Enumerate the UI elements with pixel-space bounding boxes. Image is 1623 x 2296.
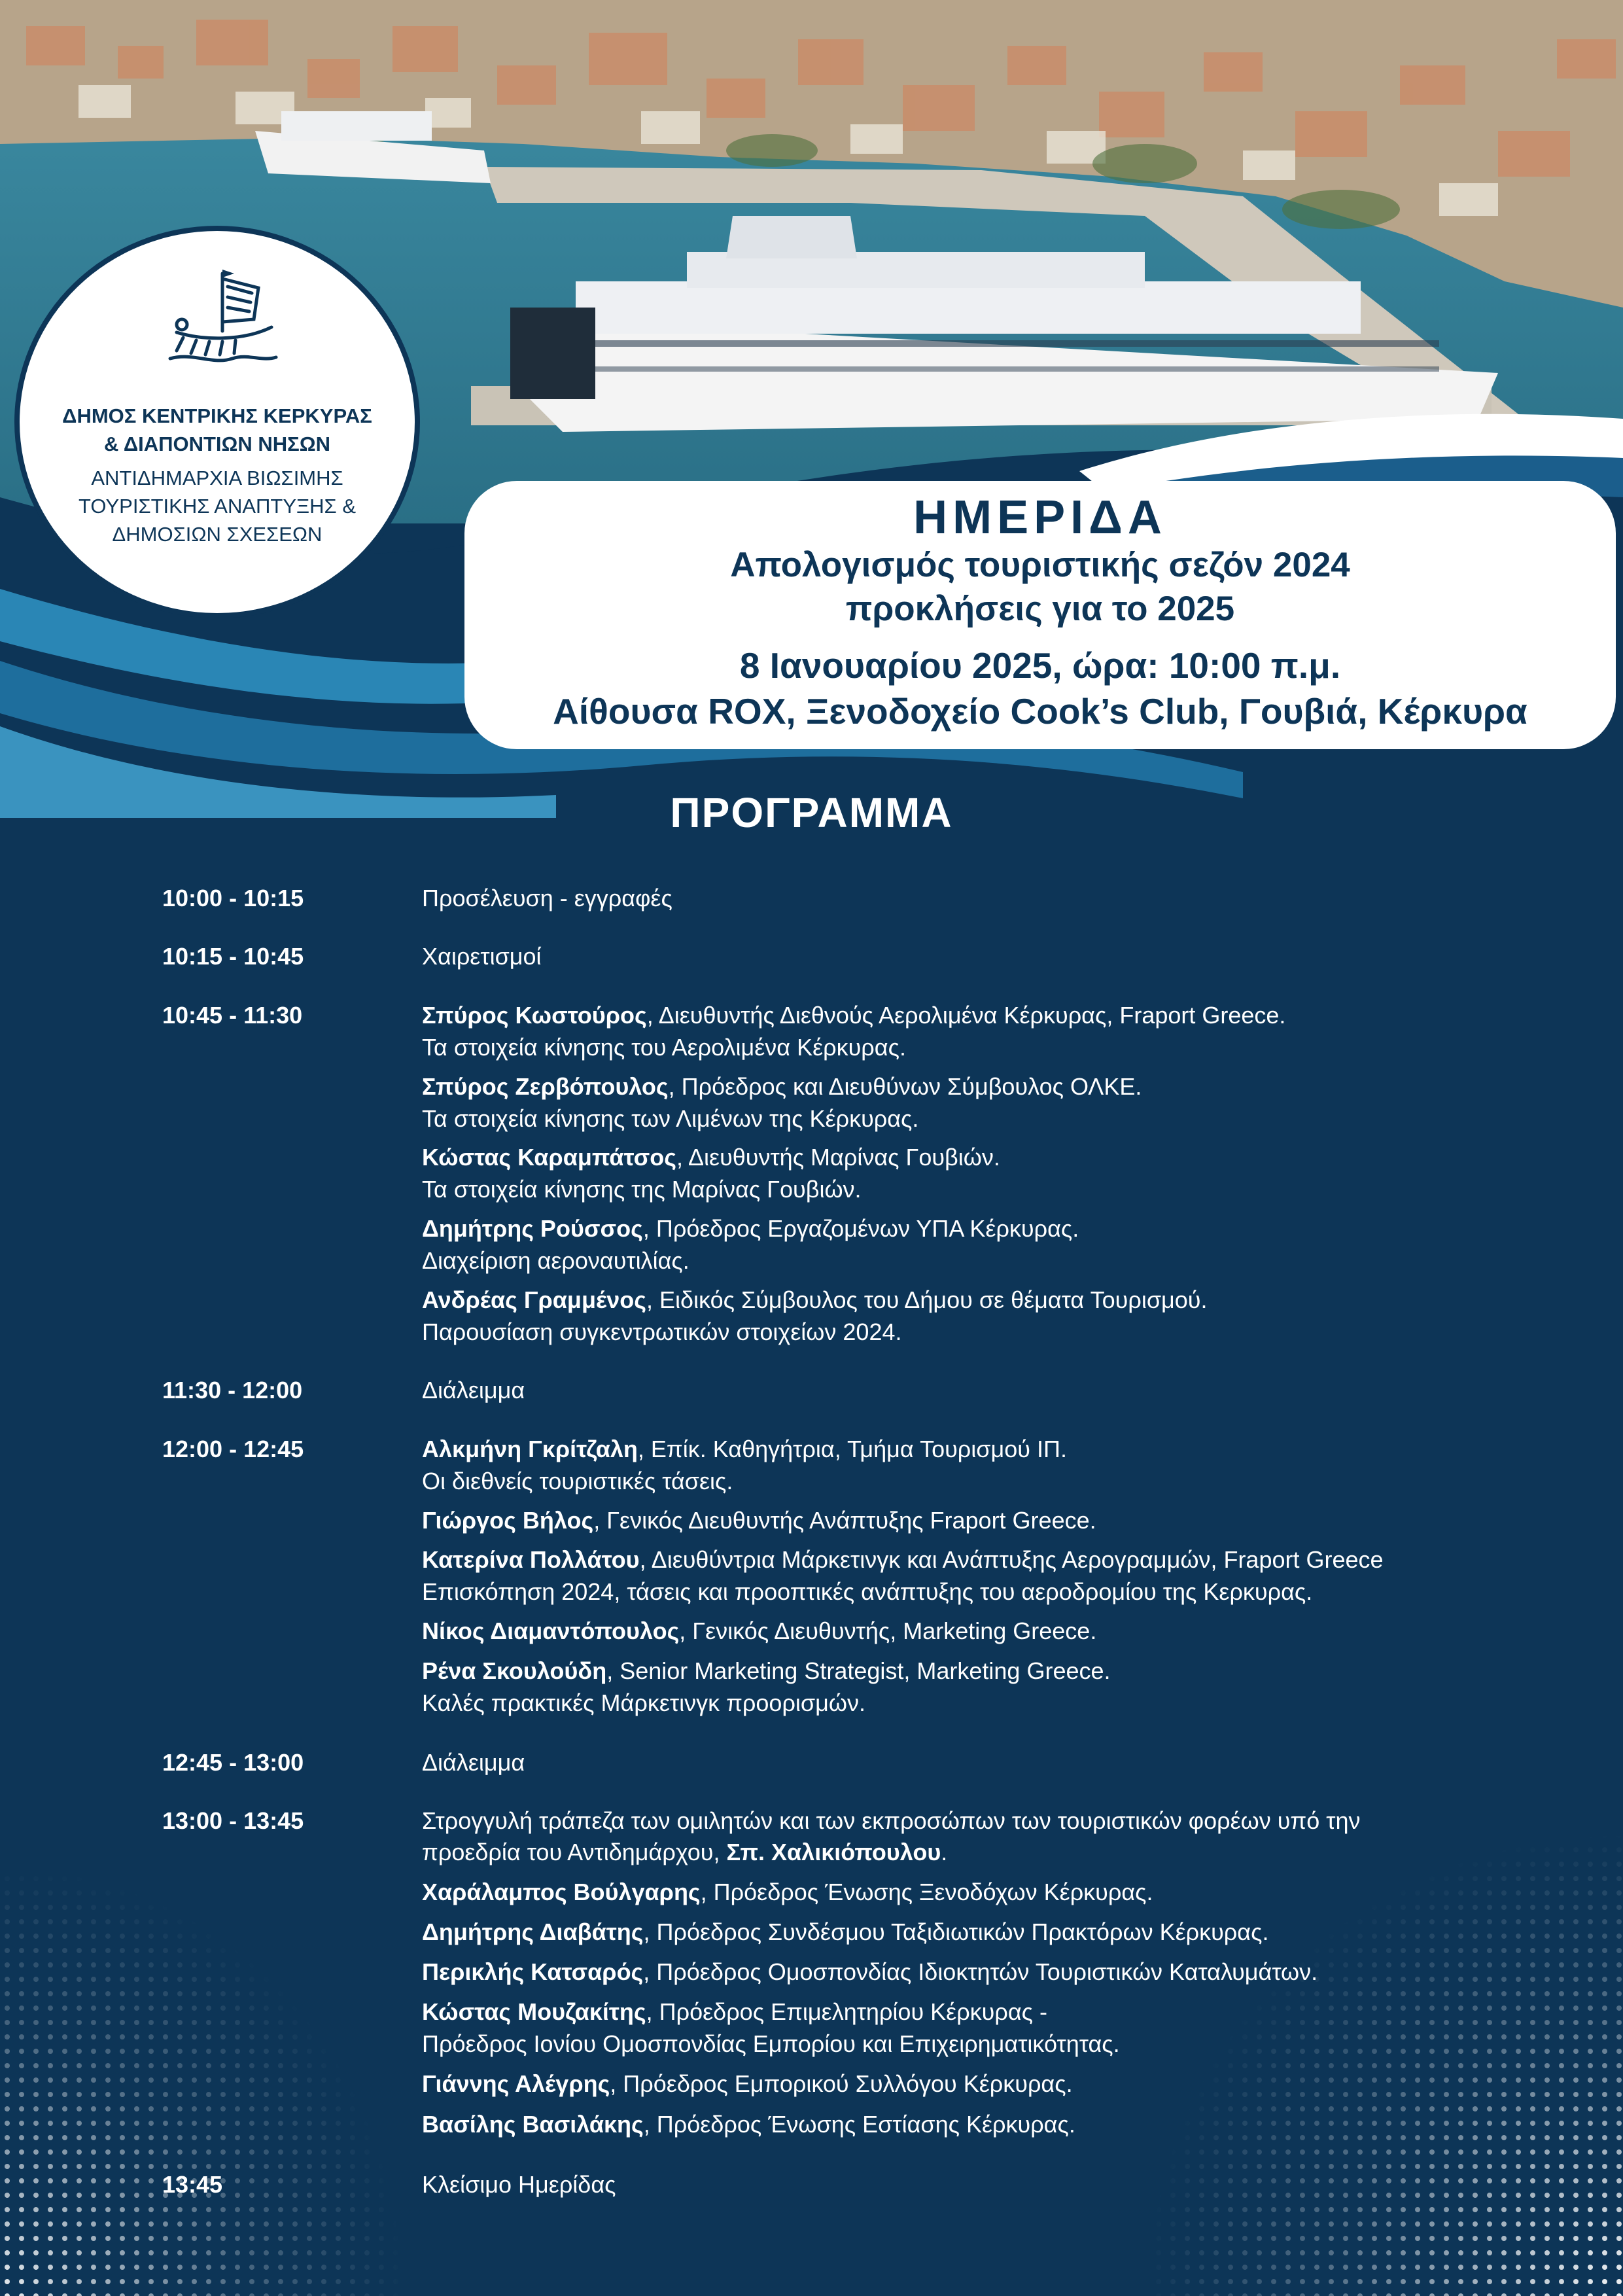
chair-prefix: προεδρία του Αντιδημάρχου, <box>422 1839 727 1865</box>
speaker-line <box>422 1879 1153 1906</box>
speaker-topic: Επισκόπηση 2024, τάσεις και προοπτικές ανάπτυξης του αεροδρομίου της Κερκυρας. <box>422 1578 1313 1605</box>
speaker-role: , Διευθυντής Μαρίνας Γουβιών. <box>676 1144 1000 1171</box>
program-title: ΠΡΟΓΡΑΜΜΑ <box>670 789 953 836</box>
time-slot-6: 12:45 - 13:00 <box>162 1749 304 1776</box>
speaker-role: , Ειδικός Σύμβουλος του Δήμου σε θέματα Τουρισμού. <box>646 1286 1208 1313</box>
speaker-line <box>422 1286 1207 1314</box>
speaker-name: Δημήτρης Διαβάτης <box>422 1918 644 1945</box>
speaker-line <box>422 1436 1067 1463</box>
speaker-topic: Τα στοιχεία κίνησης των Λιμένων της Κέρκυρας. <box>422 1105 919 1132</box>
chair-suffix: . <box>941 1839 948 1865</box>
time-slot-7: 13:00 - 13:45 <box>162 1807 304 1834</box>
speaker-line <box>422 2070 1073 2098</box>
slot-6-text: Διάλειμμα <box>422 1749 525 1776</box>
event-subtitle-1: Απολογισμός τουριστικής σεζόν 2024 <box>730 546 1350 584</box>
speaker-role: , Πρόεδρος Επιμελητηρίου Κέρκυρας - <box>646 1998 1047 2025</box>
roundtable-chair <box>422 1839 947 1866</box>
speaker-line <box>422 1546 1384 1574</box>
speaker-line <box>422 1998 1047 2026</box>
speaker-name: Σπύρος Κωστούρος <box>422 1002 647 1029</box>
slot-4-text: Διάλειμμα <box>422 1377 525 1404</box>
speaker-topic: Διαχείριση αεροναυτιλίας. <box>422 1247 689 1274</box>
ship-logo-icon <box>164 254 281 372</box>
speaker-name: Κατερίνα Πολλάτου <box>422 1546 640 1573</box>
speaker-name: Δημήτρης Ρούσσος <box>422 1215 643 1242</box>
speaker-name: Περικλής Κατσαρός <box>422 1958 644 1985</box>
speaker-role: , Πρόεδρος Ομοσπονδίας Ιδιοκτητών Τουριστικών Καταλυμάτων. <box>643 1958 1318 1985</box>
speaker-role: , Πρόεδρος Ένωσης Ξενοδόχων Κέρκυρας. <box>700 1879 1153 1905</box>
speaker-line <box>422 1958 1318 1986</box>
logo-line-5: ΔΗΜΟΣΙΩΝ ΣΧΕΣΕΩΝ <box>112 523 323 546</box>
speaker-role: , Πρόεδρος Ένωσης Εστίασης Κέρκυρας. <box>643 2111 1075 2138</box>
event-venue: Αίθουσα ROX, Ξενοδοχείο Cook’s Club, Γουβιά, Κέρκυρα <box>553 691 1527 732</box>
logo-line-2: & ΔΙΑΠΟΝΤΙΩΝ ΝΗΣΩΝ <box>103 433 331 455</box>
event-subtitle-2: προκλήσεις για το 2025 <box>845 590 1235 628</box>
speaker-topic: Παρουσίαση συγκεντρωτικών στοιχείων 2024. <box>422 1318 902 1345</box>
speaker-role: , Πρόεδρος Εργαζομένων ΥΠΑ Κέρκυρας. <box>642 1215 1079 1242</box>
speaker-topic: Πρόεδρος Ιονίου Ομοσπονδίας Εμπορίου και Επιχειρηματικότητας. <box>422 2030 1120 2057</box>
speaker-line <box>422 1617 1096 1645</box>
speaker-name: Ανδρέας Γραμμένος <box>422 1286 646 1313</box>
speaker-role: , Γενικός Διευθυντής Ανάπτυξης Fraport Greece. <box>593 1507 1096 1534</box>
speaker-topic: Τα στοιχεία κίνησης της Μαρίνας Γουβιών. <box>422 1176 862 1203</box>
slot-1-text: Προσέλευση - εγγραφές <box>422 885 672 911</box>
speaker-line <box>422 1144 1000 1171</box>
speaker-role: , Πρόεδρος Συνδέσμου Ταξιδιωτικών Πρακτόρων Κέρκυρας. <box>643 1918 1269 1945</box>
speaker-line <box>422 1073 1142 1101</box>
logo-line-3: ΑΝΤΙΔΗΜΑΡΧΙΑ ΒΙΩΣΙΜΗΣ <box>91 467 343 489</box>
speaker-role: , Διευθύντρια Μάρκετινγκ και Ανάπτυξης Αερογραμμών, Fraport Greece <box>639 1546 1384 1573</box>
time-slot-4: 11:30 - 12:00 <box>162 1377 303 1404</box>
speaker-name: Βασίλης Βασιλάκης <box>422 2111 644 2138</box>
speaker-name: Ρένα Σκουλούδη <box>422 1657 607 1684</box>
slot-2-text: Χαιρετισμοί <box>422 943 542 970</box>
speaker-name: Αλκμήνη Γκρίτζαλη <box>422 1436 638 1462</box>
logo-line-4: ΤΟΥΡΙΣΤΙΚΗΣ ΑΝΑΠΤΥΞΗΣ & <box>78 495 357 518</box>
time-slot-2: 10:15 - 10:45 <box>162 943 304 970</box>
event-title: ΗΜΕΡΙΔΑ <box>913 491 1167 544</box>
roundtable-intro: Στρογγυλή τράπεζα των ομιλητών και των εκπροσώπων των τουριστικών φορέων υπό την <box>422 1807 1361 1834</box>
time-slot-1: 10:00 - 10:15 <box>162 885 304 911</box>
speaker-line <box>422 1657 1111 1685</box>
time-slot-3: 10:45 - 11:30 <box>162 1002 303 1029</box>
speaker-line <box>422 1918 1268 1946</box>
event-header <box>464 481 1616 749</box>
speaker-line <box>422 1215 1079 1243</box>
speaker-role: , Senior Marketing Strategist, Marketing Greece. <box>606 1657 1111 1684</box>
time-slot-5: 12:00 - 12:45 <box>162 1436 304 1462</box>
speaker-name: Νίκος Διαμαντόπουλος <box>422 1617 680 1644</box>
time-slot-8: 13:45 <box>162 2171 223 2198</box>
chair-name: Σπ. Χαλικιόπουλου <box>726 1839 941 1865</box>
speaker-role: , Διευθυντής Διεθνούς Αερολιμένα Κέρκυρας, Fraport Greece. <box>646 1002 1286 1029</box>
speaker-role: , Γενικός Διευθυντής, Marketing Greece. <box>679 1617 1097 1644</box>
speaker-name: Σπύρος Ζερβόπουλος <box>422 1073 669 1100</box>
speaker-line <box>422 2111 1075 2138</box>
speaker-topic: Καλές πρακτικές Μάρκετινγκ προορισμών. <box>422 1689 865 1716</box>
slot-8-text: Κλείσιμο Ημερίδας <box>422 2171 616 2198</box>
logo-line-1: ΔΗΜΟΣ ΚΕΝΤΡΙΚΗΣ ΚΕΡΚΥΡΑΣ <box>62 404 372 427</box>
speaker-topic: Οι διεθνείς τουριστικές τάσεις. <box>422 1468 733 1494</box>
event-date: 8 Ιανουαρίου 2025, ώρα: 10:00 π.μ. <box>739 645 1341 686</box>
speaker-topic: Τα στοιχεία κίνησης του Αερολιμένα Κέρκυρας. <box>422 1034 906 1061</box>
speaker-role: , Επίκ. Καθηγήτρια, Τμήμα Τουρισμού ΙΠ. <box>637 1436 1067 1462</box>
speaker-name: Γιάννης Αλέγρης <box>422 2070 610 2097</box>
speaker-name: Κώστας Μουζακίτης <box>422 1998 646 2025</box>
speaker-name: Γιώργος Βήλος <box>422 1507 594 1534</box>
speaker-line <box>422 1002 1285 1029</box>
speaker-name: Κώστας Καραμπάτσος <box>422 1144 676 1171</box>
speaker-role: , Πρόεδρος και Διευθύνων Σύμβουλος ΟΛΚΕ. <box>668 1073 1142 1100</box>
speaker-name: Χαράλαμπος Βούλγαρης <box>422 1879 701 1905</box>
speaker-line <box>422 1507 1096 1534</box>
municipality-logo <box>14 226 420 618</box>
speaker-role: , Πρόεδρος Εμπορικού Συλλόγου Κέρκυρας. <box>610 2070 1073 2097</box>
